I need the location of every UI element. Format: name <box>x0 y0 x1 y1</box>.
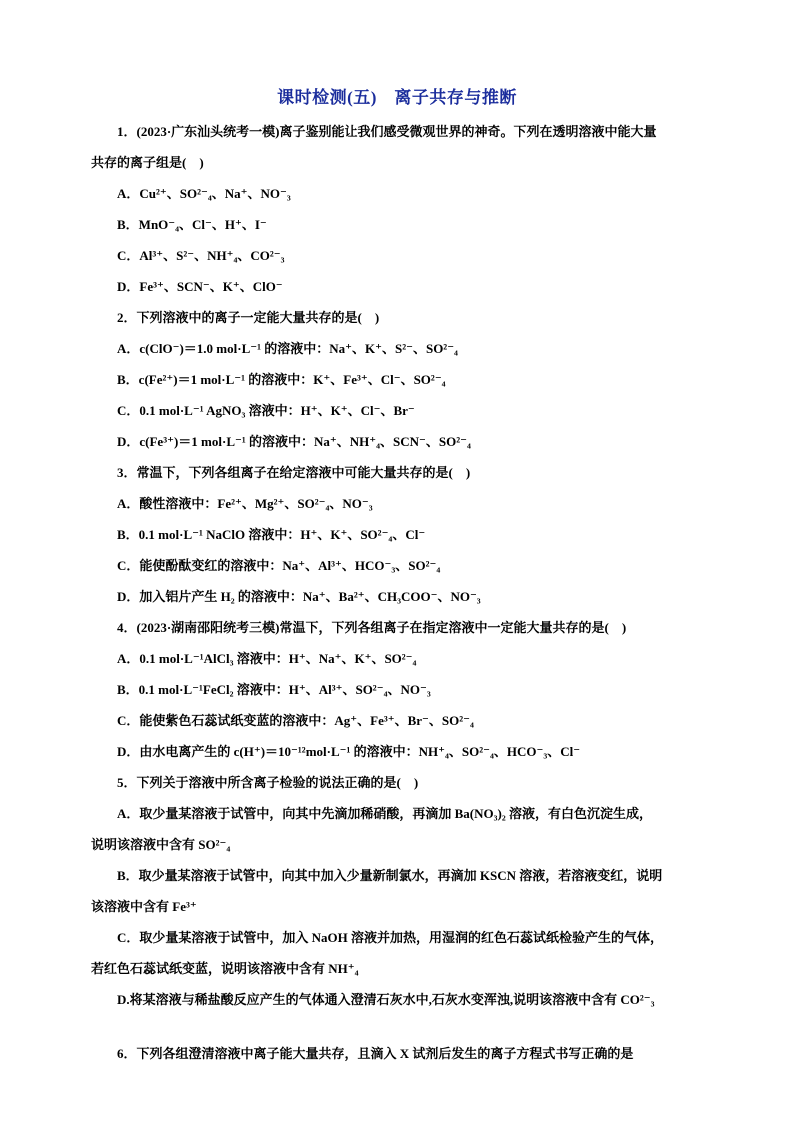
question-5-option-c-cont: 若红色石蕊试纸变蓝，说明该溶液中含有 NH⁺₄ <box>91 961 359 976</box>
question-1-option-a: A．Cu²⁺、SO²⁻₄、Na⁺、NO⁻₃ <box>117 186 291 201</box>
question-4-option-b: B．0.1 mol·L⁻¹FeCl₂ 溶液中：H⁺、Al³⁺、SO²⁻₄、NO⁻₃ <box>117 682 431 697</box>
question-3-option-a: A．酸性溶液中：Fe²⁺、Mg²⁺、SO²⁻₄、NO⁻₃ <box>117 496 373 511</box>
question-2-option-c: C．0.1 mol·L⁻¹ AgNO₃ 溶液中：H⁺、K⁺、Cl⁻、Br⁻ <box>117 403 415 418</box>
question-5-stem: 5．下列关于溶液中所含离子检验的说法正确的是( ) <box>117 775 419 790</box>
question-1-stem: 1．(2023·广东汕头统考一模)离子鉴别能让我们感受微观世界的神奇。下列在透明溶液中能大量 <box>117 124 657 139</box>
question-5-option-a-cont: 说明该溶液中含有 SO²⁻₄ <box>91 837 231 852</box>
question-2-option-a: A．c(ClO⁻)＝1.0 mol·L⁻¹ 的溶液中：Na⁺、K⁺、S²⁻、SO²⁻₄ <box>117 341 458 356</box>
question-3-option-b: B．0.1 mol·L⁻¹ NaClO 溶液中：H⁺、K⁺、SO²⁻₄、Cl⁻ <box>117 527 426 542</box>
question-4-stem: 4．(2023·湖南邵阳统考三模)常温下，下列各组离子在指定溶液中一定能大量共存的是( ) <box>117 620 627 635</box>
page-title: 课时检测(五) 离子共存与推断 <box>277 88 517 107</box>
question-5-option-d: D.将某溶液与稀盐酸反应产生的气体通入澄清石灰水中,石灰水变浑浊,说明该溶液中含有 CO²⁻₃ <box>117 992 655 1007</box>
question-4-option-a: A．0.1 mol·L⁻¹AlCl₃ 溶液中：H⁺、Na⁺、K⁺、SO²⁻₄ <box>117 651 417 666</box>
question-6-stem: 6．下列各组澄清溶液中离子能大量共存，且滴入 X 试剂后发生的离子方程式书写正确的是 <box>117 1046 634 1061</box>
question-4-option-d: D．由水电离产生的 c(H⁺)＝10⁻¹²mol·L⁻¹ 的溶液中：NH⁺₄、SO²⁻₄、HCO⁻₃、Cl⁻ <box>117 744 581 759</box>
question-1-option-b: B．MnO⁻₄、Cl⁻、H⁺、I⁻ <box>117 217 267 232</box>
question-2-option-d: D．c(Fe³⁺)＝1 mol·L⁻¹ 的溶液中：Na⁺、NH⁺₄、SCN⁻、SO²⁻₄ <box>117 434 471 449</box>
question-5-option-a: A．取少量某溶液于试管中，向其中先滴加稀硝酸，再滴加 Ba(NO₃)₂ 溶液，有白色沉淀生成， <box>117 806 653 821</box>
question-1-option-c: C．Al³⁺、S²⁻、NH⁺₄、CO²⁻₃ <box>117 248 285 263</box>
question-5-option-c: C．取少量某溶液于试管中，加入 NaOH 溶液并加热，用湿润的红色石蕊试纸检验产生的气体， <box>117 930 664 945</box>
question-1-option-d: D．Fe³⁺、SCN⁻、K⁺、ClO⁻ <box>117 279 283 294</box>
question-3-stem: 3．常温下，下列各组离子在给定溶液中可能大量共存的是( ) <box>117 465 471 480</box>
question-3-option-c: C．能使酚酞变红的溶液中：Na⁺、Al³⁺、HCO⁻₃、SO²⁻₄ <box>117 558 441 573</box>
question-4-option-c: C．能使紫色石蕊试纸变蓝的溶液中：Ag⁺、Fe³⁺、Br⁻、SO²⁻₄ <box>117 713 474 728</box>
question-1-stem-cont: 共存的离子组是( ) <box>91 155 204 170</box>
question-2-option-b: B．c(Fe²⁺)＝1 mol·L⁻¹ 的溶液中：K⁺、Fe³⁺、Cl⁻、SO²⁻₄ <box>117 372 446 387</box>
question-5-option-b: B．取少量某溶液于试管中，向其中加入少量新制氯水，再滴加 KSCN 溶液，若溶液变红，说明 <box>117 868 663 883</box>
question-3-option-d: D．加入铝片产生 H₂ 的溶液中：Na⁺、Ba²⁺、CH₃COO⁻、NO⁻₃ <box>117 589 481 604</box>
question-5-option-b-cont: 该溶液中含有 Fe³⁺ <box>91 899 197 914</box>
question-2-stem: 2．下列溶液中的离子一定能大量共存的是( ) <box>117 310 380 325</box>
